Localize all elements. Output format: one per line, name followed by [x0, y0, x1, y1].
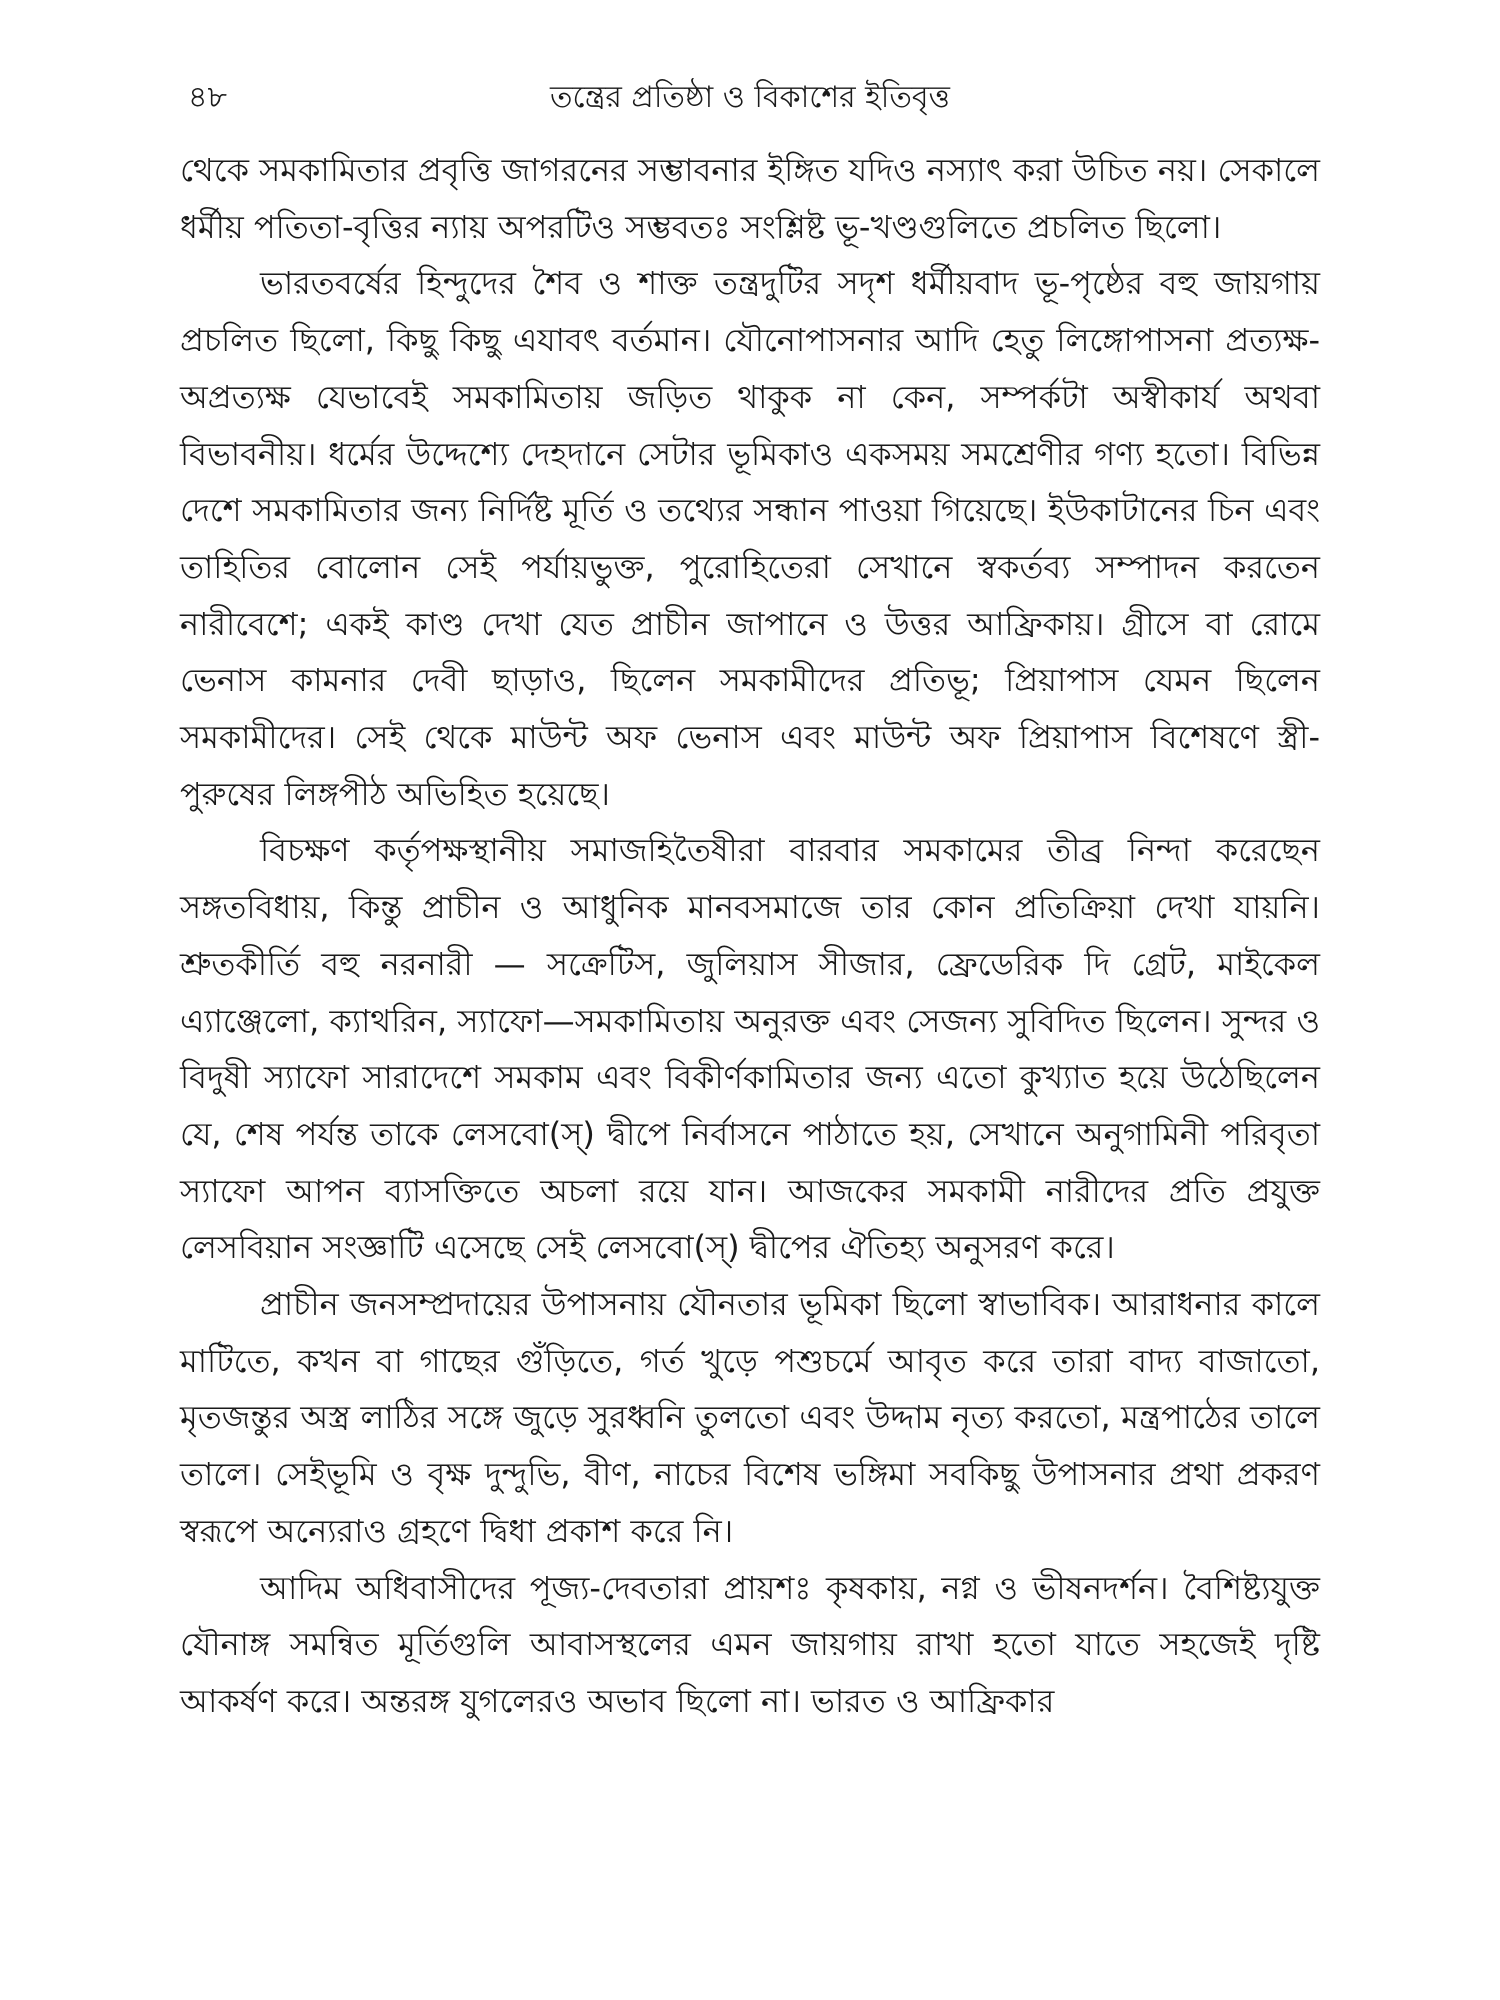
paragraph-continuation: থেকে সমকামিতার প্রবৃত্তি জাগরনের সম্ভাবনার ইঙ্গিত যদিও নস্যাৎ করা উচিত নয়। সেকালে ধর্মীয় পতিতা-বৃত্তির ন্যায় অপরটিও সম্ভবতঃ সংশ্লিষ্ট ভূ-খণ্ডগুলিতে প্রচলিত ছিলো।: [180, 151, 1320, 246]
page-header: [180, 76, 1320, 124]
running-title: তন্ত্রের প্রতিষ্ঠা ও বিকাশের ইতিবৃত্ত: [550, 80, 950, 115]
page-number: ৪৮: [188, 80, 227, 115]
body-text: [180, 142, 1320, 1730]
paragraph: ভারতবর্ষের হিন্দুদের শৈব ও শাক্ত তন্ত্রদুটির সদৃশ ধর্মীয়বাদ ভূ-পৃষ্ঠের বহু জায়গায় প্রচলিত ছিলো, কিছু কিছু এযাবৎ বর্তমান। যৌনোপাসনার আদি হেতু লিঙ্গোপাসনা প্রত্যক্ষ-অপ্রত্যক্ষ যেভাবেই সমকামিতায় জড়িত থাকুক না কেন, সম্পর্কটা অস্বীকার্য অথবা বিভাবনীয়। ধর্মের উদ্দেশ্যে দেহদানে সেটার ভূমিকাও একসময় সমশ্রেণীর গণ্য হতো। বিভিন্ন দেশে সমকামিতার জন্য নির্দিষ্ট মূর্তি ও তথ্যের সন্ধান পাওয়া গিয়েছে। ইউকাটানের চিন এবং তাহিতির বোলোন সেই পর্যায়ভুক্ত, পুরোহিতেরা সেখানে স্বকর্তব্য সম্পাদন করতেন নারীবেশে; একই কাণ্ড দেখা যেত প্রাচীন জাপানে ও উত্তর আফ্রিকায়। গ্রীসে বা রোমে ভেনাস কামনার দেবী ছাড়াও, ছিলেন সমকামীদের প্রতিভূ; প্রিয়াপাস যেমন ছিলেন সমকামীদের। সেই থেকে মাউন্ট অফ ভেনাস এবং মাউন্ট অফ প্রিয়াপাস বিশেষণে স্ত্রী-পুরুষের লিঙ্গপীঠ অভিহিত হয়েছে।: [180, 264, 1320, 813]
paragraph: আদিম অধিবাসীদের পূজ্য-দেবতারা প্রায়শঃ কৃষকায়, নগ্ন ও ভীষনদর্শন। বৈশিষ্ট্যযুক্ত যৌনাঙ্গ সমন্বিত মূর্তিগুলি আবাসস্থলের এমন জায়গায় রাখা হতো যাতে সহজেই দৃষ্টি আকর্ষণ করে। অন্তরঙ্গ যুগলেরও অভাব ছিলো না। ভারত ও আফ্রিকার: [180, 1568, 1320, 1720]
paragraph: বিচক্ষণ কর্তৃপক্ষস্থানীয় সমাজহিতৈষীরা বারবার সমকামের তীব্র নিন্দা করেছেন সঙ্গতবিধায়, কিন্তু প্রাচীন ও আধুনিক মানবসমাজে তার কোন প্রতিক্রিয়া দেখা যায়নি। শ্রুতকীর্তি বহু নরনারী — সক্রেটিস, জুলিয়াস সীজার, ফ্রেডেরিক দি গ্রেট, মাইকেল এ্যাঞ্জেলো, ক্যাথরিন, স্যাফো—সমকামিতায় অনুরক্ত এবং সেজন্য সুবিদিত ছিলেন। সুন্দর ও বিদুষী স্যাফো সারাদেশে সমকাম এবং বিকীর্ণকামিতার জন্য এতো কুখ্যাত হয়ে উঠেছিলেন যে, শেষ পর্যন্ত তাকে লেসবো(স্) দ্বীপে নির্বাসনে পাঠাতে হয়, সেখানে অনুগামিনী পরিবৃতা স্যাফো আপন ব্যাসক্তিতে অচলা রয়ে যান। আজকের সমকামী নারীদের প্রতি প্রযুক্ত লেসবিয়ান সংজ্ঞাটি এসেছে সেই লেসবো(স্) দ্বীপের ঐতিহ্য অনুসরণ করে।: [180, 831, 1320, 1267]
paragraph: প্রাচীন জনসম্প্রদায়ের উপাসনায় যৌনতার ভূমিকা ছিলো স্বাভাবিক। আরাধনার কালে মাটিতে, কখন বা গাছের গুঁড়িতে, গর্ত খুড়ে পশুচর্মে আবৃত করে তারা বাদ্য বাজাতো, মৃতজন্তুর অস্ত্র লাঠির সঙ্গে জুড়ে সুরধ্বনি তুলতো এবং উদ্দাম নৃত্য করতো, মন্ত্রপাঠের তালে তালে। সেইভূমি ও বৃক্ষ দুন্দুভি, বীণ, নাচের বিশেষ ভঙ্গিমা সবকিছু উপাসনার প্রথা প্রকরণ স্বরূপে অন্যেরাও গ্রহণে দ্বিধা প্রকাশ করে নি।: [180, 1285, 1320, 1550]
